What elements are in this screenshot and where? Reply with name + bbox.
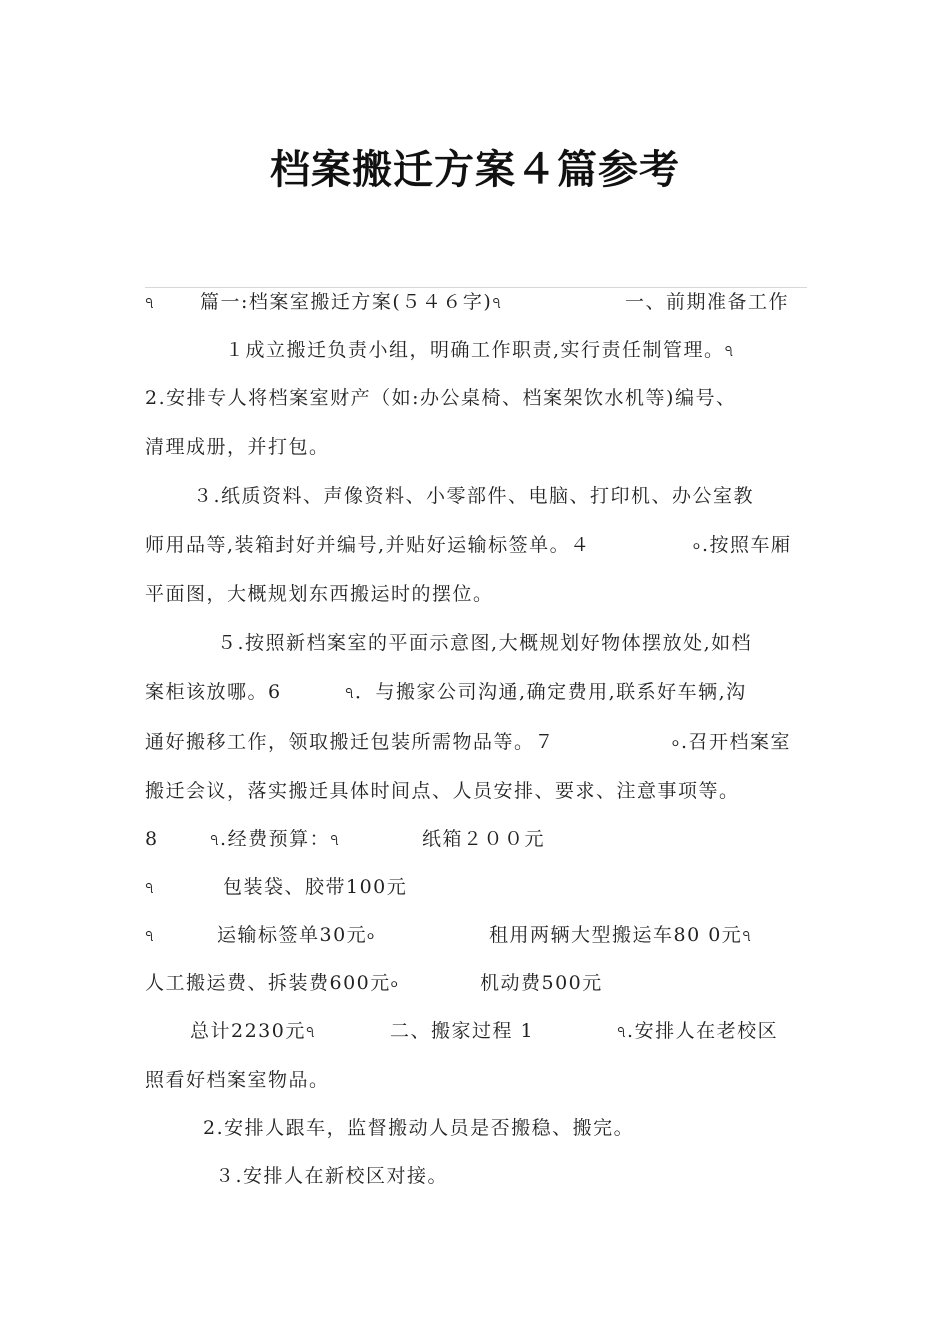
body-text-segment: 篇一:档案室搬迁方案(５４６字)ঀ: [200, 291, 503, 313]
body-text-segment: ３.安排人在新校区对接。: [215, 1165, 449, 1187]
body-text-segment: ঀ: [145, 291, 156, 313]
body-text-segment: ３.纸质资料、声像资料、小零部件、电脑、打印机、办公室教: [193, 485, 755, 507]
body-text-segment: 2.安排人跟车，监督搬动人员是否搬稳、搬完。: [203, 1117, 635, 1139]
body-text-segment: ৹.召开档案室: [672, 731, 792, 753]
body-text-segment: 搬迁会议，落实搬迁具体时间点、人员安排、要求、注意事项等。: [145, 780, 740, 802]
body-text-segment: 包装袋、胶带100元: [223, 876, 408, 898]
body-text-segment: 二、搬家过程 1: [390, 1020, 535, 1042]
body-text-segment: ৹.按照车厢: [693, 534, 792, 556]
body-text-segment: 照看好档案室物品。: [145, 1069, 330, 1091]
body-text-segment: ঀ．与搬家公司沟通,确定费用,联系好车辆,沟: [345, 681, 747, 703]
body-text-segment: 总计2230元ঀ: [190, 1020, 316, 1042]
body-text-segment: ঀ.经费预算：ঀ: [210, 828, 341, 850]
body-text-segment: 通好搬移工作，领取搬迁包装所需物品等。７: [145, 731, 556, 753]
body-text-segment: 租用两辆大型搬运车80 0元ঀ: [489, 924, 753, 946]
body-text-segment: ঀ: [145, 924, 156, 946]
body-text-segment: 清理成册，并打包。: [145, 436, 330, 458]
body-text-segment: 一、前期准备工作: [625, 291, 790, 313]
body-text-segment: 机动费500元: [480, 972, 603, 994]
body-text-segment: 2.安排专人将档案室财产（如:办公桌椅、档案架饮水机等)编号、: [145, 387, 737, 409]
body-text-segment: 案柜该放哪。6: [145, 681, 282, 703]
body-text-segment: 纸箱２００元: [422, 828, 546, 850]
body-text-segment: 运输标签单30元৹: [217, 924, 377, 946]
body-text-segment: ５.按照新档案室的平面示意图,大概规划好物体摆放处,如档: [217, 632, 753, 654]
header-divider: [145, 287, 807, 288]
body-text-segment: 8: [145, 828, 159, 850]
body-text-segment: 平面图，大概规划东西搬运时的摆位。: [145, 583, 494, 605]
body-text-segment: １成立搬迁负责小组，明确工作职责,实行责任制管理。ঀ: [225, 339, 735, 361]
body-text-segment: ঀ.安排人在老校区: [617, 1020, 779, 1042]
body-text-segment: 人工搬运费、拆装费600元৹: [145, 972, 400, 994]
document-title: 档案搬迁方案４篇参考: [270, 147, 680, 193]
body-text-segment: 师用品等,装箱封好并编号,并贴好运输标签单。４: [145, 534, 591, 556]
body-text-segment: ঀ: [145, 876, 156, 898]
